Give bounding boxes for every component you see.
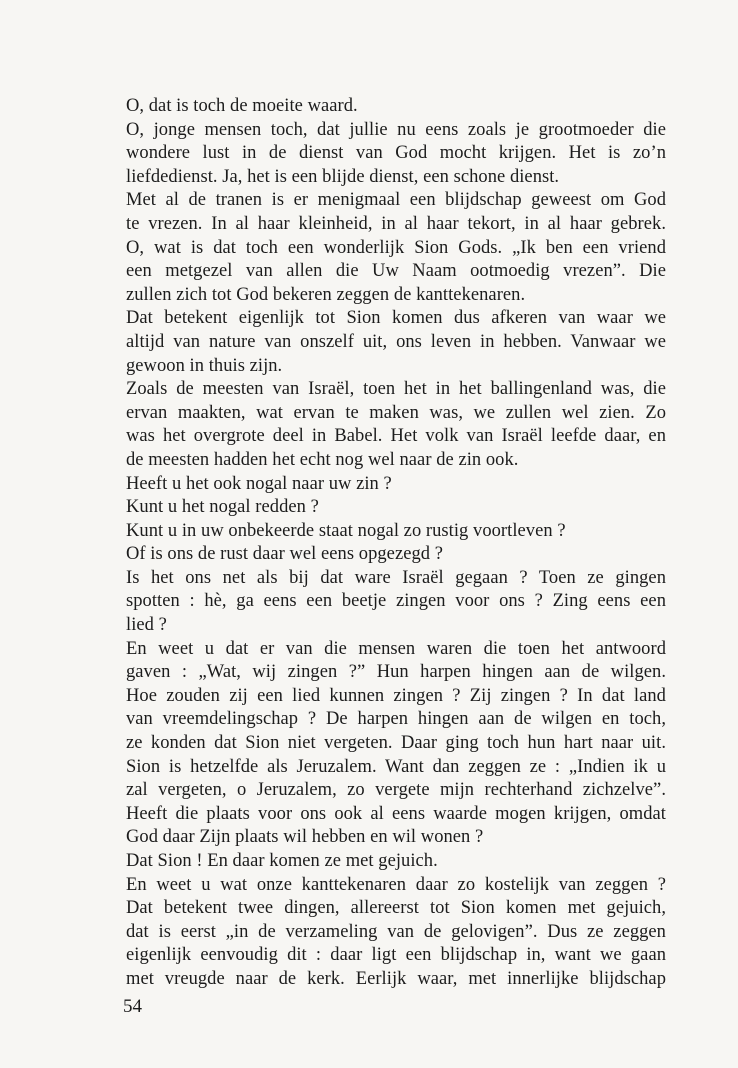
text-line: liefdedienst. Ja, het is een blijde dienst, een schone dienst. xyxy=(126,166,560,187)
text-line: zullen zich tot God bekeren zeggen de kanttekenaren. xyxy=(126,284,526,305)
text-line: En weet u dat er van die mensen waren die toen het antwoord xyxy=(126,638,666,659)
text-line: Dat betekent twee dingen, allereerst tot Sion komen met gejuich, xyxy=(126,898,666,919)
text-line: Sion is hetzelfde als Jeruzalem. Want dan zeggen ze : „Indien ik u xyxy=(126,756,666,777)
text-line: ervan maakten, wat ervan te maken was, we zullen wel zien. Zo xyxy=(126,402,666,423)
text-line: Heeft u het ook nogal naar uw zin ? xyxy=(126,473,392,494)
text-line: eigenlijk eenvoudig dit : daar ligt een blijdschap in, want we gaan xyxy=(126,945,666,966)
text-line: Hoe zouden zij een lied kunnen zingen ? Zij zingen ? In dat land xyxy=(126,685,666,706)
text-line: van vreemdelingschap ? De harpen hingen aan de wilgen en toch, xyxy=(126,709,666,730)
text-line: O, jonge mensen toch, dat jullie nu eens zoals je grootmoeder die xyxy=(126,119,666,140)
text-line: een metgezel van allen die Uw Naam ootmoedig vrezen”. Die xyxy=(126,261,666,282)
text-line: was het overgrote deel in Babel. Het volk van Israël leefde daar, en xyxy=(126,426,666,447)
text-line: Of is ons de rust daar wel eens opgezegd ? xyxy=(126,544,444,565)
text-line: ze konden dat Sion niet vergeten. Daar ging toch hun hart naar uit. xyxy=(126,733,666,754)
text-line: met vreugde naar de kerk. Eerlijk waar, met innerlijke blijdschap xyxy=(126,968,666,989)
text-line: gaven : „Wat, wij zingen ?” Hun harpen hingen aan de wilgen. xyxy=(126,662,666,683)
text-line: Kunt u in uw onbekeerde staat nogal zo rustig voortleven ? xyxy=(126,520,566,541)
text-line: Met al de tranen is er menigmaal een blijdschap geweest om God xyxy=(126,190,666,211)
page-number: 54 xyxy=(123,996,142,1017)
text-line: gewoon in thuis zijn. xyxy=(126,355,283,376)
body-text xyxy=(126,95,666,992)
text-line: God daar Zijn plaats wil hebben en wil wonen ? xyxy=(126,827,484,848)
text-line: En weet u wat onze kanttekenaren daar zo kostelijk van zeggen ? xyxy=(126,874,666,895)
text-line: de meesten hadden het echt nog wel naar de zin ook. xyxy=(126,449,519,470)
text-line: Dat Sion ! En daar komen ze met gejuich. xyxy=(126,851,438,871)
text-line: altijd van nature van onszelf uit, ons leven in hebben. Vanwaar we xyxy=(126,331,666,352)
text-line: dat is eerst „in de verzameling van de gelovigen”. Dus ze zeggen xyxy=(126,921,666,942)
text-line: wondere lust in de dienst van God mocht krijgen. Het is zo’n xyxy=(126,143,666,164)
text-line: lied ? xyxy=(126,615,167,636)
text-line: O, wat is dat toch een wonderlijk Sion Gods. „Ik ben een vriend xyxy=(126,237,666,258)
text-line: O, dat is toch de moeite waard. xyxy=(126,96,358,116)
text-line: Heeft die plaats voor ons ook al eens waarde mogen krijgen, omdat xyxy=(126,803,666,824)
text-line: spotten : hè, ga eens een beetje zingen voor ons ? Zing eens een xyxy=(126,591,666,612)
text-line: te vrezen. In al haar kleinheid, in al haar tekort, in al haar gebrek. xyxy=(126,213,666,234)
text-line: zal vergeten, o Jeruzalem, zo vergete mijn rechterhand zichzelve”. xyxy=(126,780,666,801)
text-line: Dat betekent eigenlijk tot Sion komen dus afkeren van waar we xyxy=(126,308,666,329)
text-line: Is het ons net als bij dat ware Israël gegaan ? Toen ze gingen xyxy=(126,567,666,588)
text-line: Kunt u het nogal redden ? xyxy=(126,497,319,518)
text-line: Zoals de meesten van Israël, toen het in het ballingenland was, die xyxy=(126,379,666,400)
